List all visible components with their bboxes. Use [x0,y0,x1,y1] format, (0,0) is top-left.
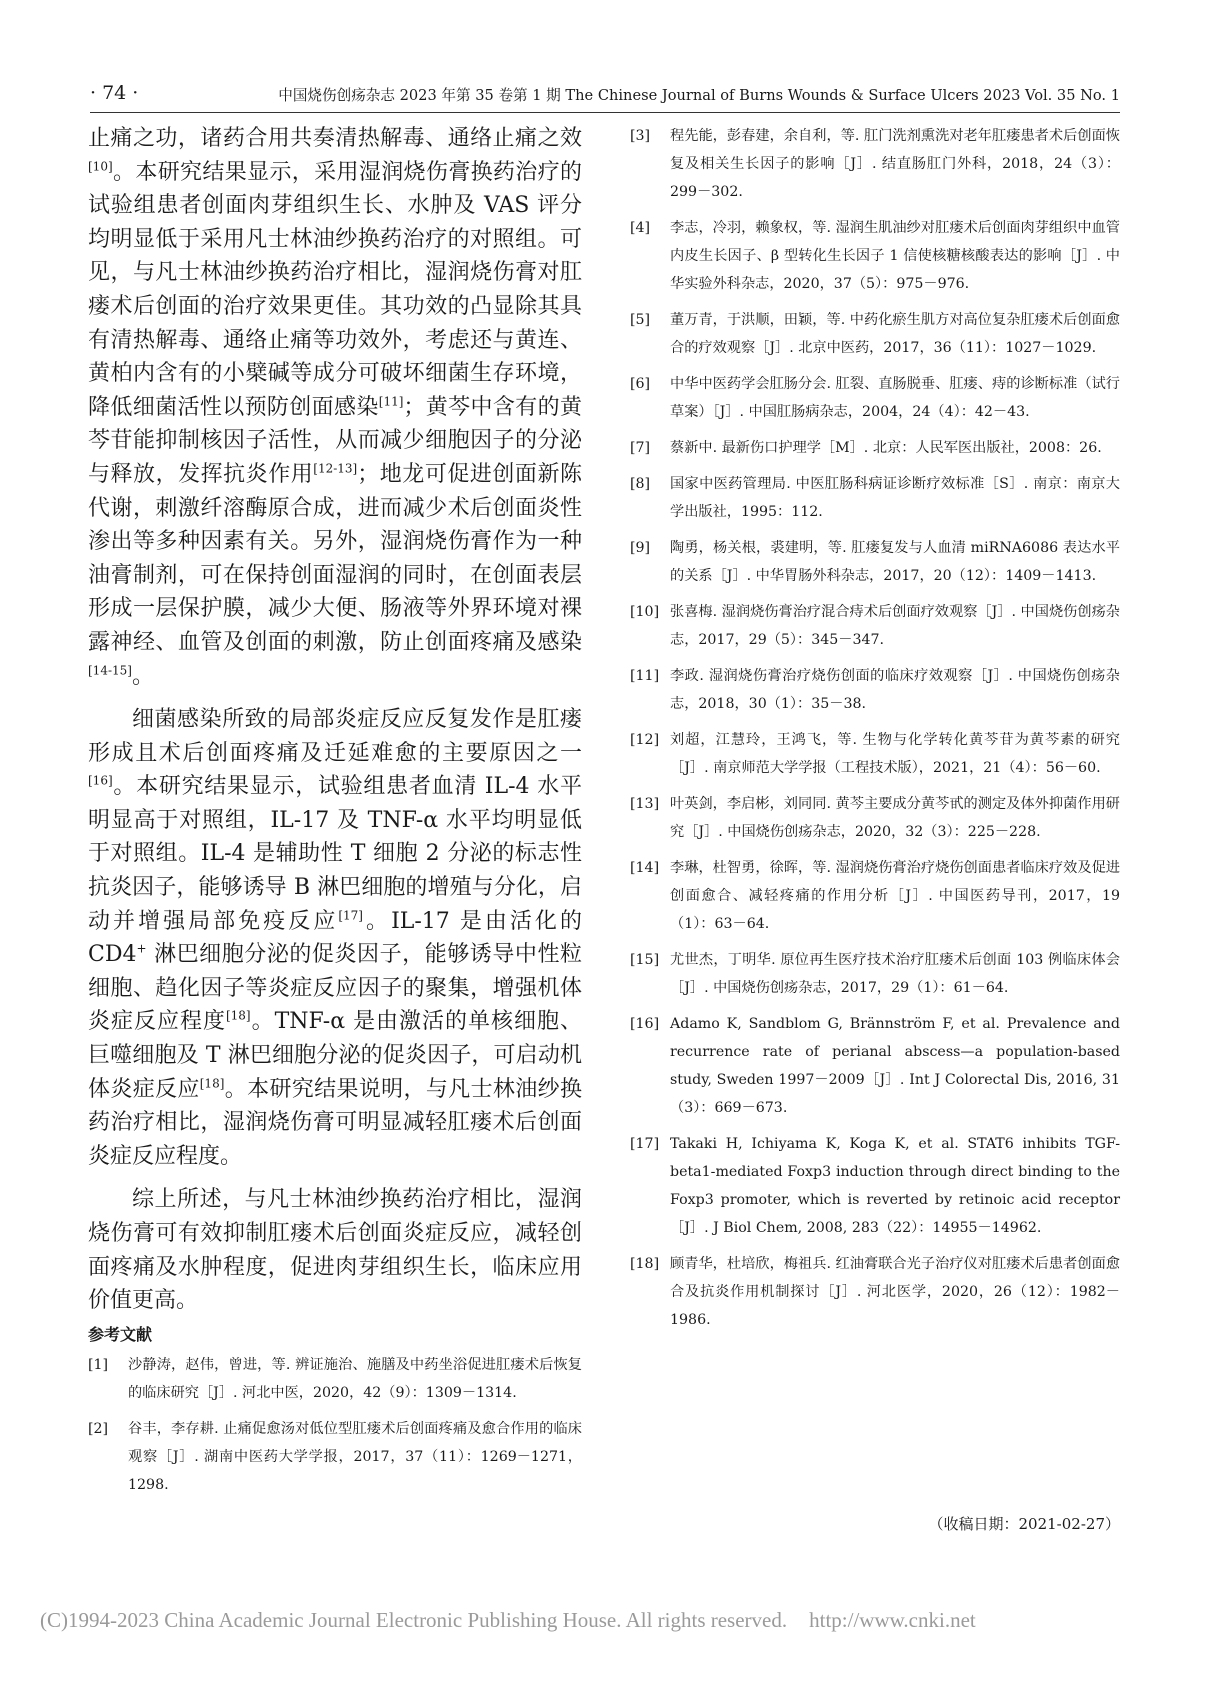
reference-item [630,790,1120,846]
reference-item [88,1351,582,1407]
reference-number: [17] [630,1136,660,1152]
reference-item [630,122,1120,206]
text-run: 。本研究结果显示，试验组患者血清 IL-4 水平明显高于对照组，IL-17 及 TNF-α 水平均明显低于对照组。IL-4 是辅助性 T 细胞 2 分泌的标志性抗炎因子，能够诱导 B 淋巴细胞的增殖与分化，启动并增强局部免疫反应 [88,774,582,934]
reference-text: 董万青，于洪顺，田颖，等. 中药化瘀生肌方对高位复杂肛瘘术后创面愈合的疗效观察［J］. 北京中医药，2017，36（11）：1027－1029. [670,312,1120,356]
text-run: 。 [131,663,154,689]
reference-item [630,946,1120,1002]
reference-text: Adamo K, Sandblom G, Brännström F, et al. Prevalence and recurrence rate of perianal abscess—a population-based study, Sweden 1997－2009［J］. Int J Colorectal Dis, 2016, 31（3）：669－673. [670,1016,1120,1116]
reference-number: [5] [630,312,651,328]
text-run: ；黄芩中含有的黄芩苷能抑制核因子活性，从而减少细胞因子的分泌与释放，发挥抗炎作用 [88,394,582,487]
body-paragraph-1 [88,122,582,693]
cnki-url: http://www.cnki.net [809,1608,976,1632]
text-run: 止痛之功，诸药合用共奏清热解毒、通络止痛之效 [88,126,582,151]
reference-text: 李琳，杜智勇，徐晖，等. 湿润烧伤膏治疗烧伤创面患者临床疗效及促进创面愈合、减轻疼痛的作用分析［J］. 中国医药导刊，2017，19（1）：63－64. [670,860,1120,932]
citation: [10] [88,159,113,174]
page-number: · 74 · [90,82,139,104]
reference-list-left [88,1351,582,1499]
reference-item [630,534,1120,590]
reference-number: [18] [630,1256,660,1272]
reference-item [630,1250,1120,1334]
reference-item [630,306,1120,362]
page-header [90,82,1120,112]
text-run: 。本研究结果显示，采用湿润烧伤膏换药治疗的试验组患者创面肉芽组织生长、水肿及 VAS 评分均明显低于采用凡士林油纱换药治疗的对照组。可见，与凡士林油纱换药治疗相比，湿润烧伤膏对肛瘘术后创面的治疗效果更佳。其功效的凸显除其具有清热解毒、通络止痛等功效外，考虑还与黄连、黄柏内含有的小檗碱等成分可破坏细菌生存环境，降低细菌活性以预防创面感染 [88,159,582,420]
body-paragraph-2 [88,703,582,1173]
citation: [18] [199,1076,225,1091]
reference-item [630,598,1120,654]
citation: [12-13] [313,461,358,476]
reference-number: [12] [630,732,660,748]
reference-text: 叶英剑，李启彬，刘同同. 黄芩主要成分黄芩甙的测定及体外抑菌作用研究［J］. 中国烧伤创疡杂志，2020，32（3）：225－228. [670,796,1120,840]
citation: [11] [378,394,404,409]
reference-number: [4] [630,220,651,236]
reference-item [630,1010,1120,1122]
reference-list-right [630,122,1120,1334]
header-rule [90,112,1120,113]
citation: [17] [338,908,363,923]
reference-text: Takaki H, Ichiyama K, Koga K, et al. STAT6 inhibits TGF-beta1-mediated Foxp3 induction through direct binding to the Foxp3 promoter, which is reverted by retinoic acid receptor［J］. J Biol Chem, 2008, 283（22）：14955－14962. [670,1136,1120,1236]
reference-item [630,662,1120,718]
text-run: ；地龙可促进创面新陈代谢，刺激纤溶酶原合成，进而减少术后创面炎性渗出等多种因素有关。另外，湿润烧伤膏作为一种油膏制剂，可在保持创面湿润的同时，在创面表层形成一层保护膜，减少大便、肠液等外界环境对裸露神经、血管及创面的刺激，防止创面疼痛及感染 [88,461,582,655]
right-column [630,122,1120,1342]
citation: [16] [88,773,113,788]
reference-text: 国家中医药管理局. 中医肛肠科病证诊断疗效标准［S］. 南京：南京大学出版社，1995：112. [670,476,1120,520]
reference-text: 张喜梅. 湿润烧伤膏治疗混合痔术后创面疗效观察［J］. 中国烧伤创疡杂志，2017，29（5）：345－347. [670,604,1120,648]
left-column [88,122,582,1507]
reference-text: 李政. 湿润烧伤膏治疗烧伤创面的临床疗效观察［J］. 中国烧伤创疡杂志，2018，30（1）：35－38. [670,668,1120,712]
running-head: 中国烧伤创疡杂志 2023 年第 35 卷第 1 期 The Chinese Journal of Burns Wounds & Surface Ulcers 2023 Vol. 35 No. 1 [278,87,1120,104]
reference-number: [8] [630,476,651,492]
received-date: （收稿日期：2021-02-27） [928,1515,1120,1533]
reference-item [630,1130,1120,1242]
references-title: 参考文献 [88,1324,153,1344]
text-run: 。本研究结果说明，与凡士林油纱换药治疗相比，湿润烧伤膏可明显减轻肛瘘术后创面炎症反应程度。 [88,1076,582,1169]
reference-item [630,470,1120,526]
citation: [14-15] [88,663,132,678]
reference-number: [9] [630,540,651,556]
reference-text: 沙静涛，赵伟，曾进，等. 辨证施治、施膳及中药坐浴促进肛瘘术后恢复的临床研究［J］. 河北中医，2020，42（9）：1309－1314. [128,1356,582,1401]
reference-text: 刘超，江慧玲，王鸿飞，等. 生物与化学转化黄芩苷为黄芩素的研究［J］. 南京师范大学学报（工程技术版），2021，21（4）：56－60. [670,732,1120,776]
superscript-plus: + [136,941,147,956]
text-run: 。TNF-α 是由激活的单核细胞、巨噬细胞及 T 淋巴细胞分泌的促炎因子，可启动机体炎症反应 [88,1009,582,1102]
text-run: 细菌感染所致的局部炎症反应反复发作是肛瘘形成且术后创面疼痛及迁延难愈的主要原因之一 [88,707,582,766]
reference-number: [6] [630,376,651,392]
reference-text: 谷丰，李存耕. 止痛促愈汤对低位型肛瘘术后创面疼痛及愈合作用的临床观察［J］. 湖南中医药大学学报，2017，37（11）：1269－1271，1298. [128,1420,582,1493]
reference-number: [15] [630,952,660,968]
reference-number: [1] [88,1356,109,1373]
reference-item [630,214,1120,298]
body-paragraph-3: 综上所述，与凡士林油纱换药治疗相比，湿润烧伤膏可有效抑制肛瘘术后创面炎症反应，减轻创面疼痛及水肿程度，促进肉芽组织生长，临床应用价值更高。 [88,1187,582,1314]
text-run: 淋巴细胞分泌的促炎因子，能够诱导中性粒细胞、趋化因子等炎症反应因子的聚集，增强机体炎症反应程度 [88,942,582,1035]
reference-number: [7] [630,440,651,456]
copyright-footer [40,1608,1170,1633]
reference-text: 李志，冷羽，赖象权，等. 湿润生肌油纱对肛瘘术后创面肉芽组织中血管内皮生长因子、β 型转化生长因子 1 信使核糖核酸表达的影响［J］. 中华实验外科杂志，2020，37（5）：975－976. [670,220,1120,292]
reference-number: [2] [88,1420,109,1437]
reference-text: 蔡新中. 最新伤口护理学［M］. 北京：人民军医出版社，2008：26. [670,440,1102,456]
reference-item [630,854,1120,938]
reference-number: [11] [630,668,660,684]
reference-number: [3] [630,128,651,144]
reference-number: [16] [630,1016,660,1032]
reference-number: [14] [630,860,660,876]
copyright-text: (C)1994-2023 China Academic Journal Electronic Publishing House. All rights reserved. [40,1608,788,1632]
reference-text: 陶勇，杨关根，裘建明，等. 肛瘘复发与人血清 miRNA6086 表达水平的关系［J］. 中华胃肠外科杂志，2017，20（12）：1409－1413. [670,540,1120,584]
reference-item [630,370,1120,426]
reference-item [630,434,1120,462]
reference-item [630,726,1120,782]
reference-number: [10] [630,604,660,620]
reference-text: 程先能，彭春建，余自利，等. 肛门洗剂熏洗对老年肛瘘患者术后创面恢复及相关生长因子的影响［J］. 结直肠肛门外科，2018，24（3）：299－302. [670,128,1120,200]
reference-text: 中华中医药学会肛肠分会. 肛裂、直肠脱垂、肛瘘、痔的诊断标准（试行草案）［J］. 中国肛肠病杂志，2004，24（4）：42－43. [670,376,1120,420]
reference-text: 顾青华，杜培欣，梅祖兵. 红油膏联合光子治疗仪对肛瘘术后患者创面愈合及抗炎作用机制探讨［J］. 河北医学，2020，26（12）：1982－1986. [670,1256,1120,1328]
reference-number: [13] [630,796,660,812]
citation: [18] [225,1009,251,1024]
text-run: 。IL-17 是由活化的 CD4 [88,908,582,968]
reference-text: 尤世杰，丁明华. 原位再生医疗技术治疗肛瘘术后创面 103 例临床体会［J］. 中国烧伤创疡杂志，2017，29（1）：61－64. [670,952,1120,996]
reference-item [88,1415,582,1499]
